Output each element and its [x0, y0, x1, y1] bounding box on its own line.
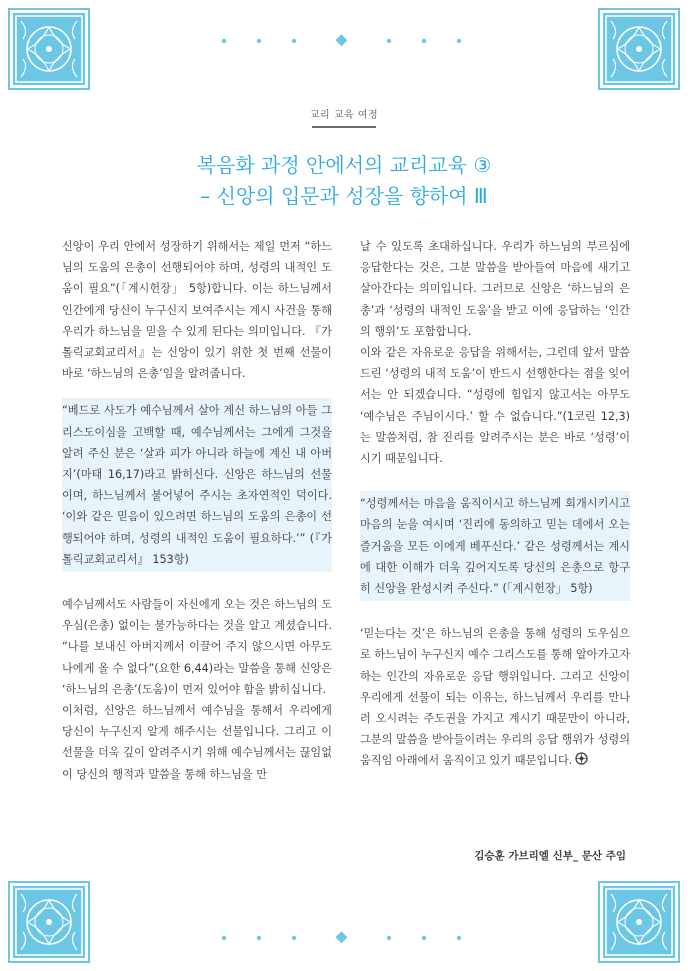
- title-line-2: – 신앙의 입문과 성장을 향하여 Ⅲ: [200, 184, 488, 208]
- paragraph: 신앙이 우리 안에서 성장하기 위해서는 제일 먼저 “하느님의 도움의 은총이 선행되어야 하며, 성령의 내적인 도움이 필요”(「계시헌장」 5항)합니다. 이는 하느님께서 인간에게 당신이 누구신지 보여주시는 계시 사건을 통해 우리가 하느님을 믿을 수 있게 된다는 의미입니다. 『가톨릭교회교리서』는 신앙이 있기 위한 첫 번째 선물이 바로 ‘하느님의 은총’임을 알려줍니다.: [62, 240, 332, 381]
- section-divider: [312, 126, 376, 128]
- corner-ornament-bottom-left: [10, 883, 88, 961]
- end-mark-icon: [575, 751, 588, 772]
- quote-block: “성령께서는 마음을 움직이시고 하느님께 회개시키시고 마음의 눈을 여시며 ‘진리에 동의하고 믿는 데에서 오는 즐거움을 모든 이에게 베푸신다.’ 같은 성령께서는 계시에 대한 이해가 더욱 깊어지도록 당신의 은총으로 항구히 신앙을 완성시켜 주신다.” (「계시헌장」 5항): [360, 491, 630, 601]
- ornament-tile-icon: [13, 886, 85, 958]
- bottom-dot-divider: [0, 931, 688, 945]
- corner-ornament-top-right: [600, 10, 678, 88]
- ornament-tile-icon: [13, 13, 85, 85]
- dot-diamond-divider-icon: [219, 931, 469, 945]
- paragraph-text: ‘믿는다는 것’은 하느님의 은총을 통해 성령의 도우심으로 하느님이 누구신지 예수 그리스도를 통해 알아가고자 하는 인간의 자유로운 응답 행위입니다. 그리고 신앙이 우리에게 선물이 되는 이유는, 하느님께서 우리를 만나러 오시려는 주도권을 가지고 계시기 때문만이 아니라, 그분의 말씀을 받아들이려는 우리의 응답 행위가 성령의 움직임 아래에서 움직이고 있기 때문입니다.: [360, 627, 630, 768]
- paragraph: 이와 같은 자유로운 응답을 위해서는, 그런데 앞서 말씀드린 ‘성령의 내적 도움’이 반드시 선행한다는 점을 잊어서는 안 되겠습니다. “성령에 힘입지 않고서는 아무도 ‘예수님은 주님이시다.’ 할 수 없습니다.”(1코린 12,3)는 말씀처럼, 참 진리를 알려주시는 분은 바로 ‘성령’이시기 때문입니다.: [360, 346, 630, 466]
- paragraph: 날 수 있도록 초대하십니다. 우리가 하느님의 부르심에 응답한다는 것은, 그분 말씀을 받아들여 마음에 새기고 살아간다는 의미입니다. 그러므로 신앙은 ‘하느님의 은총’과 ‘성령의 내적인 도움’을 받고 이에 응답하는 ‘인간의 행위’도 포함합니다.: [360, 240, 630, 338]
- right-column: [360, 236, 630, 772]
- paragraph: 예수님께서도 사람들이 자신에게 오는 것은 하느님의 도우심(은총) 없이는 불가능하다는 것을 알고 계셨습니다. “나를 보내신 아버지께서 이끌어 주지 않으시면 아무도 나에게 올 수 없다”(요한 6,44)라는 말씀을 통해 신앙은 ‘하느님의 은총’(도움)이 먼저 있어야 함을 밝히십니다.: [62, 598, 332, 696]
- quote-block: “베드로 사도가 예수님께서 살아 계신 하느님의 아들 그리스도이심을 고백할 때, 예수님께서는 그에게 그것을 알려 주신 분은 ‘살과 피가 아니라 하늘에 계신 내 아버지’(마태 16,17)라고 밝히신다. 신앙은 하느님의 선물이며, 하느님께서 불어넣어 주시는 초자연적인 덕이다. ‘이와 같은 믿음이 있으려면 하느님의 도움의 은총이 선행되어야 하며, 성령의 내적인 도움이 필요하다.’” (『가톨릭교회교리서』 153항): [62, 398, 332, 572]
- article-title: [0, 150, 688, 212]
- author-credit: 김승훈 가브리엘 신부_ 문산 주임: [474, 850, 626, 862]
- ornament-tile-icon: [603, 886, 675, 958]
- paragraph-final: [360, 623, 630, 772]
- ornament-tile-icon: [603, 13, 675, 85]
- corner-ornament-bottom-right: [600, 883, 678, 961]
- title-line-1: 복음화 과정 안에서의 교리교육 ③: [196, 153, 492, 177]
- section-label: 교리 교육 여정: [309, 110, 379, 121]
- left-column: [62, 236, 332, 785]
- top-dot-divider: [0, 34, 688, 48]
- corner-ornament-top-left: [10, 10, 88, 88]
- paragraph: 이처럼, 신앙은 하느님께서 예수님을 통해서 우리에게 당신이 누구신지 알게 해주시는 선물입니다. 그리고 이 선물을 더욱 깊이 알려주시기 위해 예수님께서는 끊임없이 당신의 행적과 말씀을 통해 하느님을 만: [62, 704, 332, 781]
- dot-diamond-divider-icon: [219, 34, 469, 48]
